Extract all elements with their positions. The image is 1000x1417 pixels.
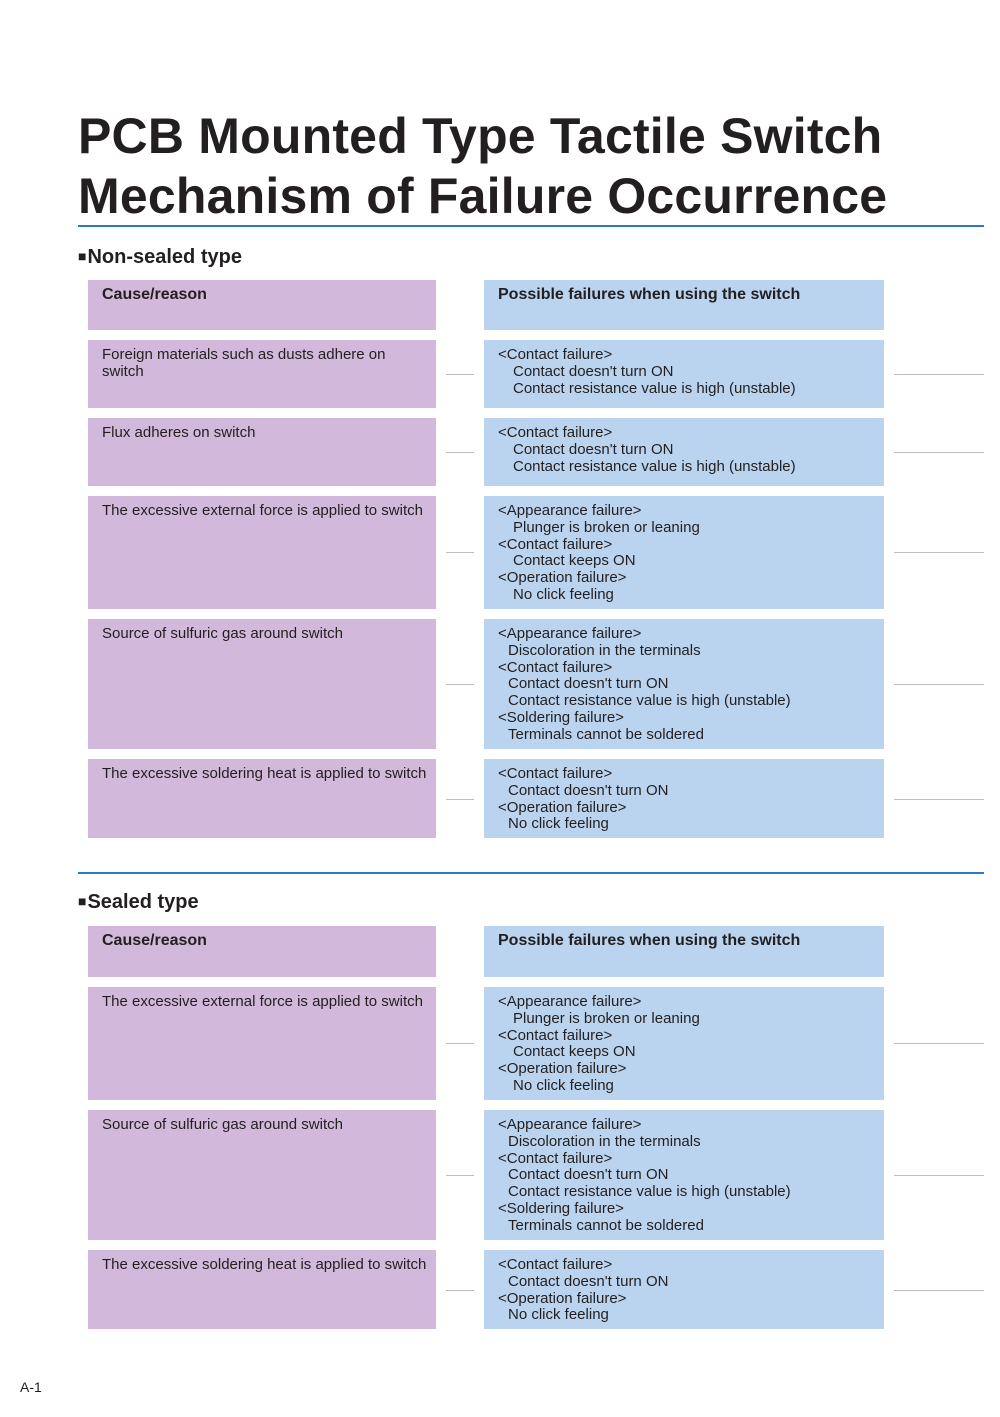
failure-detail: Contact doesn't turn ON	[513, 362, 674, 380]
cause-header: Cause/reason	[88, 280, 436, 330]
failure-detail: Terminals cannot be soldered	[508, 1216, 704, 1234]
cause-text: The excessive soldering heat is applied to switch	[102, 1256, 427, 1273]
square-bullet-icon: ■	[78, 248, 87, 264]
section-heading-text: Non-sealed type	[87, 246, 242, 268]
failure-category: <Contact failure>	[498, 1256, 613, 1273]
connector-line	[446, 1043, 474, 1044]
failure-header: Possible failures when using the switch	[484, 926, 884, 977]
connector-line	[894, 1175, 984, 1176]
cause-text: Source of sulfuric gas around switch	[102, 625, 343, 642]
failure-category: <Contact failure>	[498, 1026, 613, 1044]
failure-category: <Contact failure>	[498, 346, 613, 363]
failure-detail: Contact doesn't turn ON	[508, 1272, 669, 1290]
cause-cell	[88, 1250, 436, 1329]
failure-category: <Operation failure>	[498, 798, 627, 816]
cause-text: Source of sulfuric gas around switch	[102, 1116, 343, 1133]
failure-detail: No click feeling	[513, 585, 614, 603]
cause-cell	[88, 418, 436, 486]
failure-detail: No click feeling	[508, 1306, 609, 1324]
failure-category: <Appearance failure>	[498, 502, 642, 519]
failure-cell	[484, 1250, 884, 1329]
cause-text: Flux adheres on switch	[102, 424, 256, 441]
failure-category: <Contact failure>	[498, 765, 613, 782]
failure-detail: Contact doesn't turn ON	[508, 781, 669, 799]
connector-line	[894, 799, 984, 800]
failure-detail: Plunger is broken or leaning	[513, 518, 700, 536]
cause-cell	[88, 1110, 436, 1240]
failure-detail: Contact resistance value is high (unstable)	[508, 1183, 791, 1201]
failure-category: <Appearance failure>	[498, 625, 642, 642]
connector-line	[894, 452, 984, 453]
failure-category: <Contact failure>	[498, 658, 613, 676]
connector-line	[894, 1043, 984, 1044]
failure-cell	[484, 418, 884, 486]
failure-detail: Contact doesn't turn ON	[508, 1166, 669, 1184]
failure-header: Possible failures when using the switch	[484, 280, 884, 330]
failure-detail: Contact keeps ON	[513, 1043, 636, 1061]
section-divider	[78, 872, 984, 874]
failure-cell	[484, 619, 884, 749]
cause-cell	[88, 987, 436, 1100]
section-heading-non-sealed	[78, 244, 242, 269]
failure-cell	[484, 759, 884, 838]
failure-cell	[484, 1110, 884, 1240]
connector-line	[446, 1175, 474, 1176]
page-number: A-1	[20, 1379, 42, 1395]
failure-detail: No click feeling	[508, 815, 609, 833]
cause-cell	[88, 340, 436, 408]
cause-cell	[88, 759, 436, 838]
cause-text: The excessive soldering heat is applied to switch	[102, 765, 427, 782]
cause-text: Foreign materials such as dusts adhere on	[102, 346, 386, 363]
connector-line	[894, 552, 984, 553]
failure-detail: Terminals cannot be soldered	[508, 725, 704, 743]
cause-cell	[88, 619, 436, 749]
failure-detail: Contact resistance value is high (unstable)	[508, 692, 791, 710]
failure-cell	[484, 340, 884, 408]
failure-category: <Contact failure>	[498, 424, 613, 441]
failure-detail: Contact resistance value is high (unstable)	[513, 457, 796, 475]
title-rule	[78, 225, 984, 227]
connector-line	[446, 552, 474, 553]
cause-text: switch	[102, 362, 144, 380]
failure-cell	[484, 987, 884, 1100]
failure-detail: Contact resistance value is high (unstable)	[513, 379, 796, 397]
failure-category: <Contact failure>	[498, 1149, 613, 1167]
failure-category: <Appearance failure>	[498, 1116, 642, 1133]
failure-category: <Soldering failure>	[498, 708, 624, 726]
failure-detail: No click feeling	[513, 1076, 614, 1094]
failure-category: <Contact failure>	[498, 535, 613, 553]
failure-category: <Appearance failure>	[498, 993, 642, 1010]
connector-line	[446, 374, 474, 375]
failure-category: <Operation failure>	[498, 1289, 627, 1307]
cause-text: The excessive external force is applied to switch	[102, 993, 423, 1010]
page-title-line-2: Mechanism of Failure Occurrence	[78, 168, 888, 224]
section-heading-sealed	[78, 889, 199, 914]
connector-line	[894, 684, 984, 685]
cause-cell	[88, 496, 436, 609]
failure-cell	[484, 496, 884, 609]
connector-line	[894, 374, 984, 375]
connector-line	[446, 684, 474, 685]
failure-detail: Contact doesn't turn ON	[508, 675, 669, 693]
cause-header: Cause/reason	[88, 926, 436, 977]
page-title-line-1: PCB Mounted Type Tactile Switch	[78, 108, 883, 164]
connector-line	[446, 452, 474, 453]
failure-category: <Soldering failure>	[498, 1199, 624, 1217]
connector-line	[446, 1290, 474, 1291]
connector-line	[894, 1290, 984, 1291]
failure-detail: Discoloration in the terminals	[508, 1132, 701, 1150]
failure-detail: Discoloration in the terminals	[508, 641, 701, 659]
connector-line	[446, 799, 474, 800]
page-title	[78, 106, 887, 226]
section-heading-text: Sealed type	[87, 891, 199, 913]
failure-category: <Operation failure>	[498, 569, 627, 587]
cause-text: The excessive external force is applied to switch	[102, 502, 423, 519]
failure-detail: Contact doesn't turn ON	[513, 440, 674, 458]
square-bullet-icon: ■	[78, 893, 87, 909]
failure-detail: Plunger is broken or leaning	[513, 1009, 700, 1027]
failure-detail: Contact keeps ON	[513, 552, 636, 570]
failure-category: <Operation failure>	[498, 1060, 627, 1078]
